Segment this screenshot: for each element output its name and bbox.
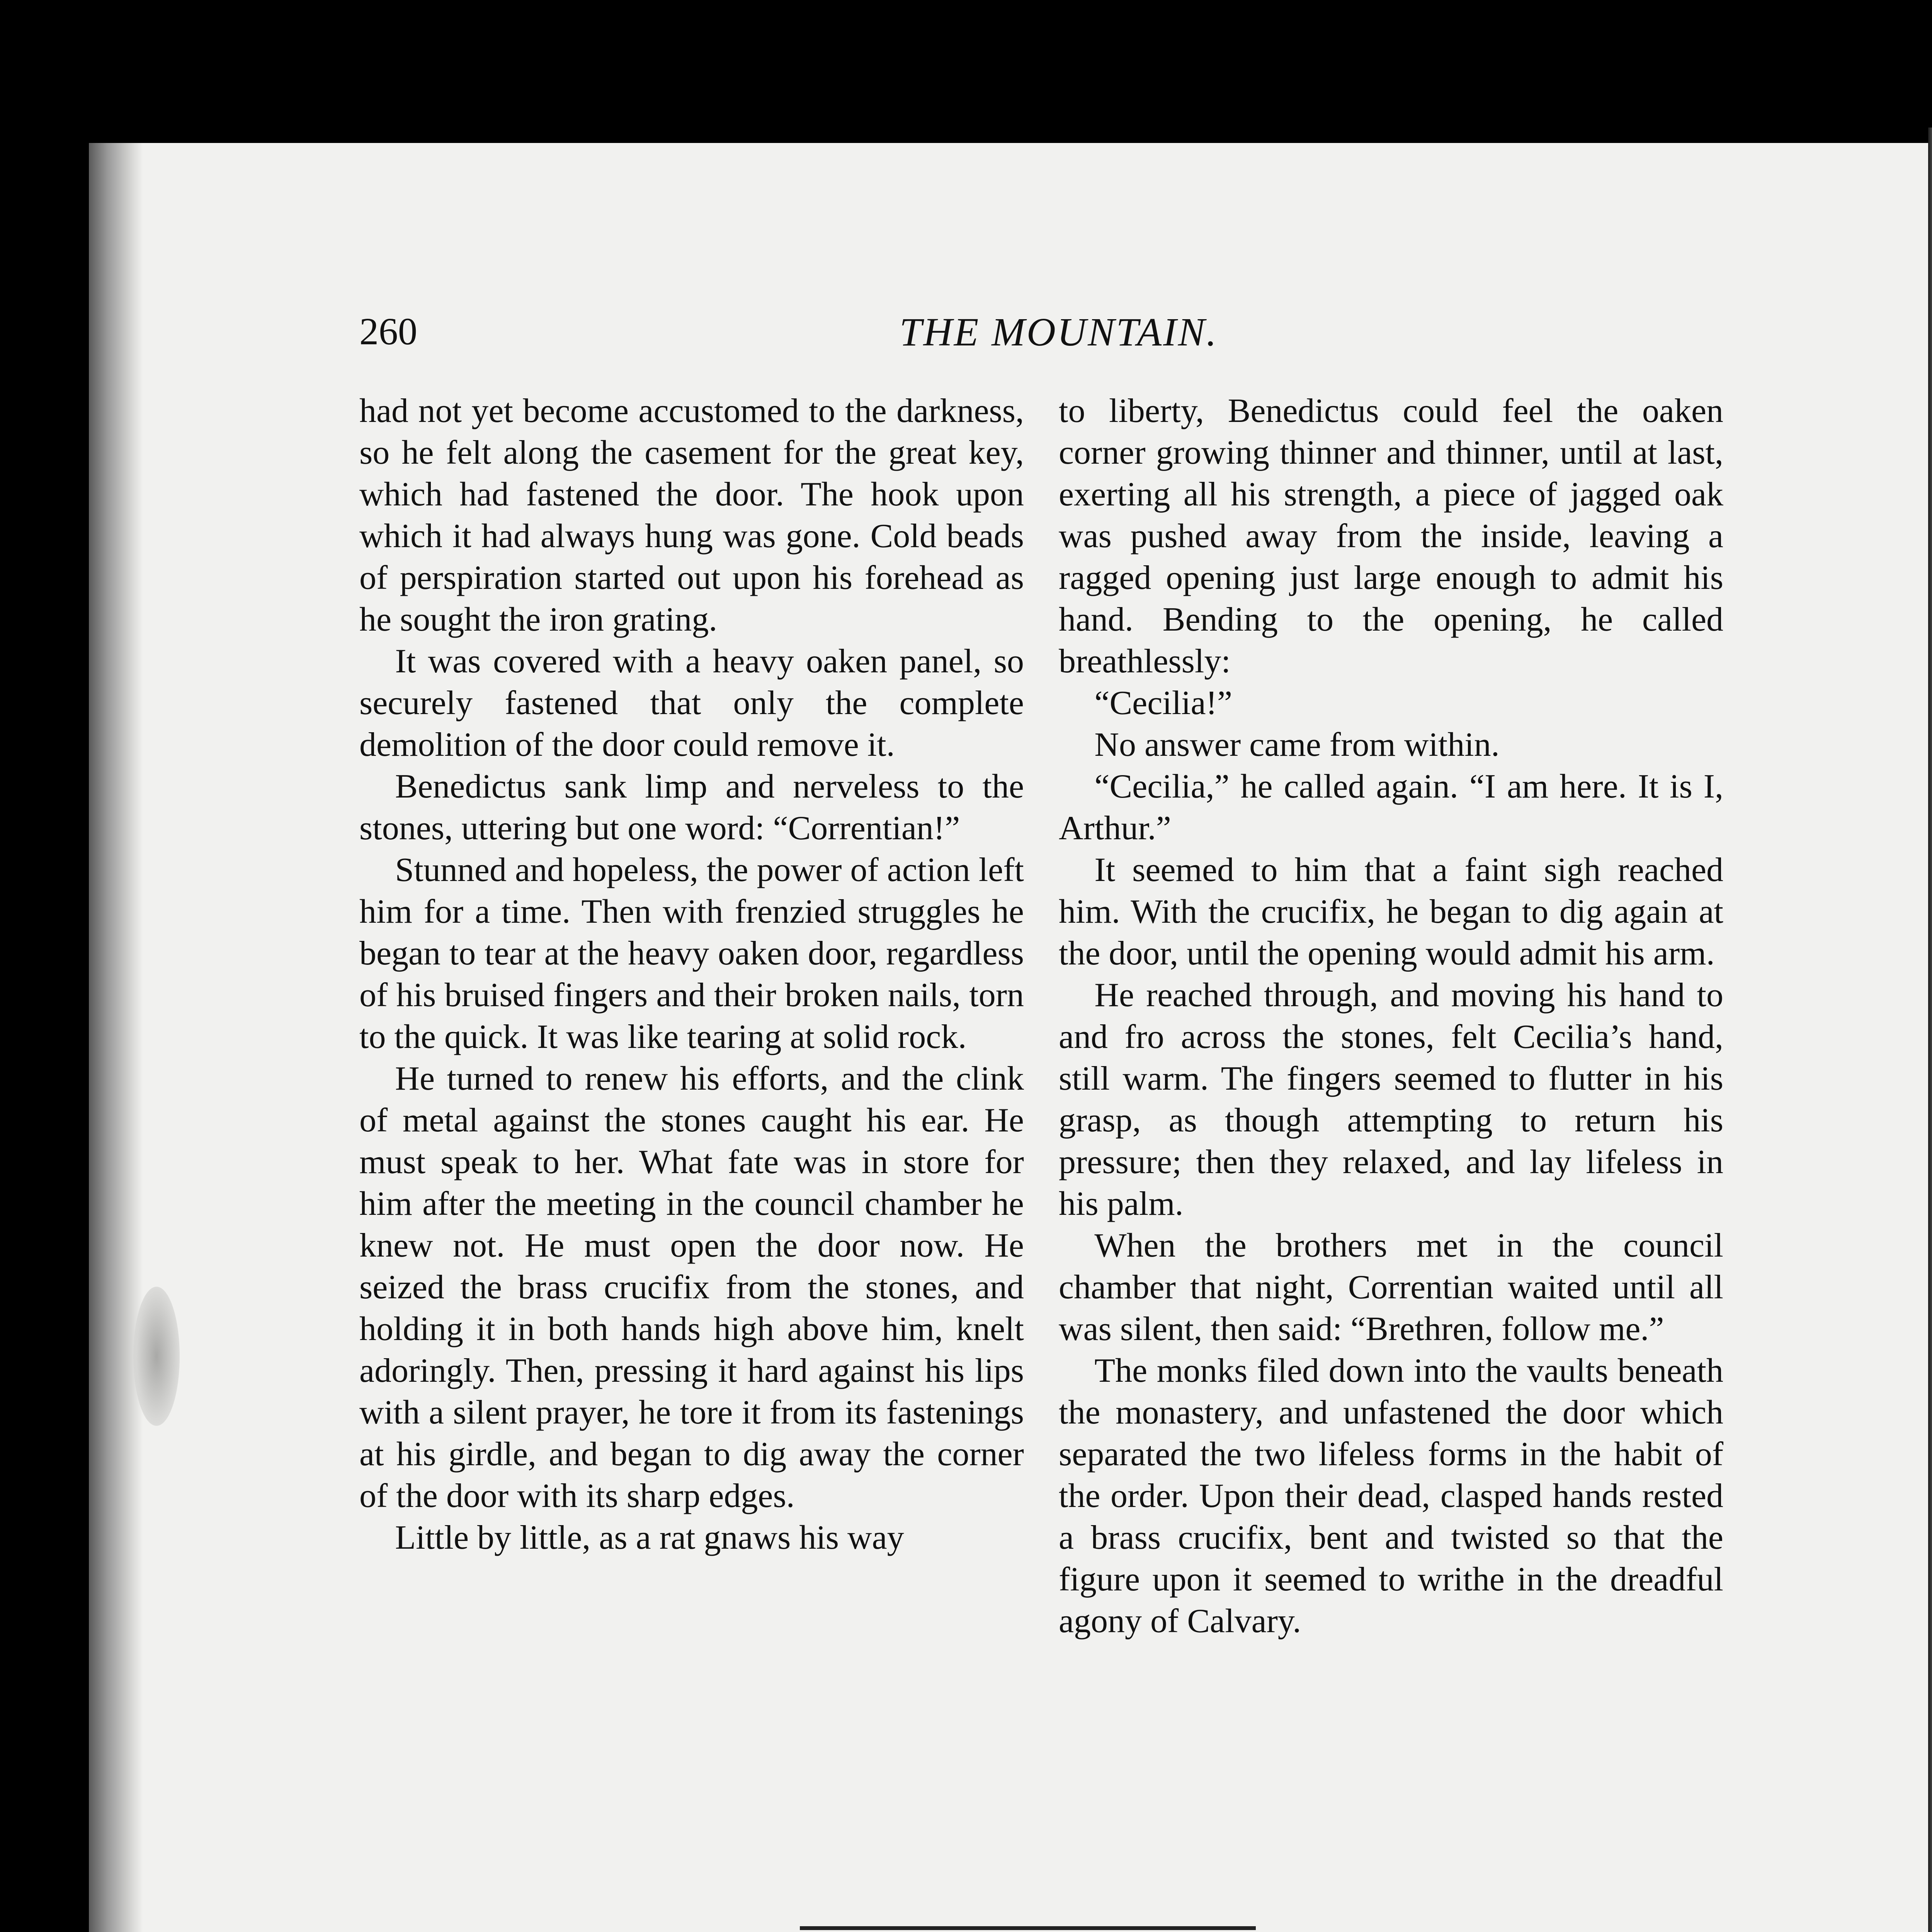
facing-page-edge xyxy=(1928,128,1932,1932)
paragraph: “Cecilia!” xyxy=(1094,684,1233,722)
paragraph: “Cecilia,” he called again. “I am here. It is I, Arthur.” xyxy=(1059,768,1723,847)
paragraph: had not yet become accustomed to the darkness, so he felt along the casement for the great key, which had fastened the door. The hook upon which it had always hung was gone. Cold beads of perspiration started out upon his forehead as he sought the iron grating. xyxy=(359,392,1024,638)
paragraph: When the brothers met in the council chamber that night, Correntian waited until all was silent, then said: “Brethren, follow me.” xyxy=(1059,1227,1723,1348)
paragraph: The monks filed down into the vaults beneath the monastery, and unfastened the door which separated the two lifeless forms in the habit of the order. Upon their dead, clasped hands rested a brass crucifix, bent and twisted so that the figure upon it seemed to writhe in the dreadful agony of Calvary. xyxy=(1059,1352,1723,1640)
right-column xyxy=(1059,390,1723,1642)
paragraph: to liberty, Benedictus could feel the oaken corner growing thinner and thinner, until at last, exerting all his strength, a piece of jagged oak was pushed away from the inside, leaving a ragged opening just large enough to admit his hand. Bending to the opening, he called breathlessly: xyxy=(1059,392,1723,680)
paragraph: He reached through, and moving his hand to and fro across the stones, felt Cecilia’s hand, still warm. The fingers seemed to flutter in his grasp, as though attempting to return his pressure; then they relaxed, and lay lifeless in his palm. xyxy=(1059,976,1723,1223)
paragraph: Benedictus sank limp and nerveless to the stones, uttering but one word: “Correntian!” xyxy=(359,768,1024,847)
paragraph: Little by little, as a rat gnaws his way xyxy=(395,1519,904,1556)
paragraph: No answer came from within. xyxy=(1094,726,1500,764)
binding-shadow xyxy=(89,143,143,1932)
paragraph: He turned to renew his efforts, and the clink of metal against the stones caught his ear. He must speak to her. What fate was in store for him after the meeting in the council chamber he knew not. He must open the door now. He seized the brass crucifix from the stones, and holding it in both hands high above him, knelt adoringly. Then, pressing it hard against his lips with a silent prayer, he tore it from its fastenings at his girdle, and began to dig away the corner of the door with its sharp edges. xyxy=(359,1060,1024,1515)
paragraph: It seemed to him that a faint sigh reached him. With the crucifix, he began to dig again at the door, until the opening would admit his arm. xyxy=(1059,851,1723,972)
running-title: THE MOUNTAIN. xyxy=(899,310,1218,354)
paragraph: Stunned and hopeless, the power of action left him for a time. Then with frenzied struggles he began to tear at the heavy oaken door, regardless of his bruised fingers and their broken nails, torn to the quick. It was like tearing at solid rock. xyxy=(359,851,1024,1056)
left-column xyxy=(359,390,1024,1559)
section-divider xyxy=(800,1926,1256,1930)
page-stain xyxy=(133,1287,180,1426)
page-number: 260 xyxy=(359,310,417,353)
page-header xyxy=(359,309,1758,363)
paragraph: It was covered with a heavy oaken panel, so securely fastened that only the complete demolition of the door could remove it. xyxy=(359,643,1024,764)
